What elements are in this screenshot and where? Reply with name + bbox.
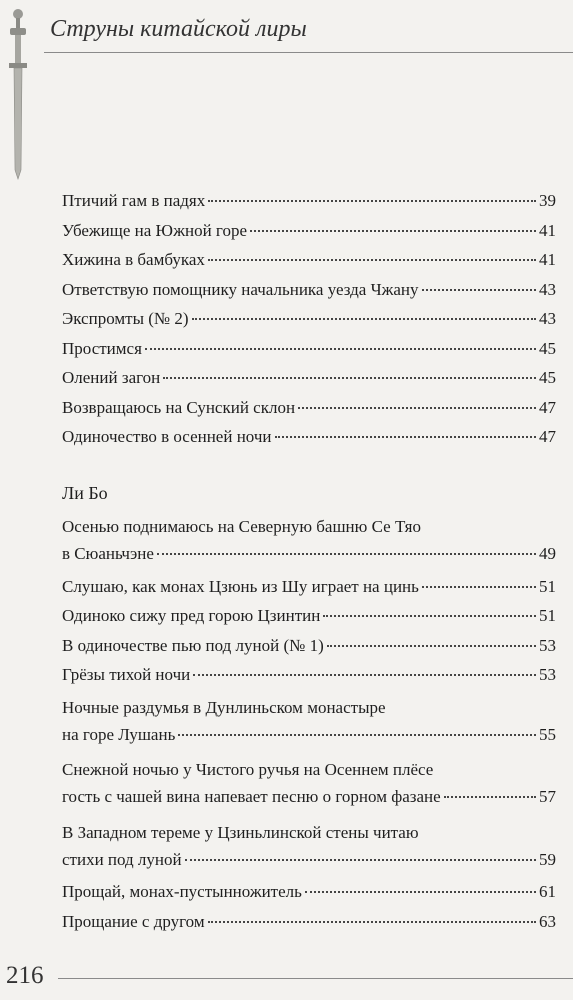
toc-title: Птичий гам в падях — [62, 191, 206, 210]
toc-entry — [62, 605, 556, 626]
toc-title: Снежной ночью у Чистого ручья на Осеннем плёсе — [62, 760, 434, 779]
toc-page: 53 — [539, 635, 556, 655]
leader-dots — [178, 734, 536, 736]
toc-page: 47 — [539, 397, 556, 417]
toc-page: 57 — [539, 787, 556, 806]
toc-page: 53 — [539, 665, 556, 684]
toc-page: 43 — [539, 279, 556, 299]
toc-title-cont: в Сюаньчэне — [62, 544, 154, 563]
footer-rule — [58, 978, 573, 979]
dagger-ornament-icon — [6, 8, 30, 180]
toc-title: Возвращаюсь на Сунский склон — [62, 397, 296, 417]
leader-dots — [192, 318, 536, 320]
leader-dots — [208, 200, 536, 202]
running-head: Струны китайской лиры — [50, 16, 307, 42]
leader-dots — [250, 230, 536, 232]
toc-title: Ночные раздумья в Дунлиньском монастыре — [62, 697, 386, 717]
toc-title: Одиноко сижу пред горою Цзинтин — [62, 606, 321, 625]
toc-page: 61 — [539, 882, 556, 901]
toc-entry — [62, 367, 556, 388]
toc-title: Одиночество в осенней ночи — [62, 427, 272, 446]
toc-page: 51 — [539, 576, 556, 596]
leader-dots — [275, 436, 536, 438]
toc-title: Слушаю, как монах Цзюнь из Шу играет на цинь — [62, 576, 419, 596]
toc-page: 49 — [539, 544, 556, 563]
toc-page: 45 — [539, 368, 556, 387]
toc-entry — [62, 635, 556, 656]
toc-title: Грёзы тихой ночи — [62, 665, 191, 684]
toc-page: 59 — [539, 849, 556, 869]
toc-title: Экспромты (№ 2) — [62, 309, 189, 328]
toc-page: 55 — [539, 724, 556, 744]
toc-page: 45 — [539, 338, 556, 358]
toc-entry — [62, 249, 556, 270]
toc-entry — [62, 220, 556, 241]
toc-title: Прощание с другом — [62, 911, 205, 931]
leader-dots — [193, 674, 536, 676]
toc-entry — [62, 190, 556, 211]
leader-dots — [422, 586, 536, 588]
toc-page: 41 — [539, 220, 556, 240]
toc-title: Прощай, монах-пустынножитель — [62, 882, 302, 901]
toc-entry — [62, 279, 556, 300]
page-number: 216 — [6, 962, 44, 989]
leader-dots — [444, 796, 536, 798]
leader-dots — [305, 891, 536, 893]
leader-dots — [422, 289, 536, 291]
table-of-contents — [62, 190, 556, 940]
toc-page: 63 — [539, 911, 556, 931]
toc-entry — [62, 576, 556, 597]
section-heading: Ли Бо — [62, 483, 108, 503]
toc-title: В одиночестве пью под луной (№ 1) — [62, 635, 324, 655]
toc-page: 43 — [539, 309, 556, 328]
leader-dots — [327, 645, 536, 647]
toc-entry — [62, 338, 556, 359]
toc-entry — [62, 426, 556, 447]
toc-entry — [62, 819, 556, 873]
toc-page: 47 — [539, 427, 556, 446]
toc-entry — [62, 756, 556, 810]
leader-dots — [323, 615, 536, 617]
toc-title: В Западном тереме у Цзиньлинской стены читаю — [62, 822, 419, 842]
toc-title-cont: стихи под луной — [62, 849, 182, 869]
leader-dots — [298, 407, 536, 409]
toc-entry — [62, 694, 556, 748]
header-rule — [44, 52, 573, 53]
toc-title: Хижина в бамбуках — [62, 250, 205, 269]
leader-dots — [208, 259, 536, 261]
toc-entry — [62, 513, 556, 567]
toc-title: Убежище на Южной горе — [62, 220, 248, 240]
toc-entry — [62, 664, 556, 685]
page-footer — [0, 962, 573, 992]
leader-dots — [208, 921, 536, 923]
toc-page: 39 — [539, 191, 556, 210]
leader-dots — [145, 348, 536, 350]
toc-page: 41 — [539, 250, 556, 269]
toc-entry — [62, 308, 556, 329]
toc-title: Осенью поднимаюсь на Северную башню Се Тяо — [62, 517, 422, 536]
toc-title-cont: гость с чашей вина напевает песню о горном фазане — [62, 787, 441, 806]
toc-title: Олений загон — [62, 368, 161, 387]
toc-page: 51 — [539, 606, 556, 625]
toc-entry — [62, 881, 556, 902]
toc-title-cont: на горе Лушань — [62, 724, 176, 744]
toc-entry — [62, 397, 556, 418]
leader-dots — [185, 859, 536, 861]
toc-title: Ответствую помощнику начальника уезда Чжану — [62, 279, 419, 299]
toc-entry — [62, 911, 556, 932]
leader-dots — [163, 377, 536, 379]
leader-dots — [157, 553, 536, 555]
toc-title: Простимся — [62, 338, 142, 358]
